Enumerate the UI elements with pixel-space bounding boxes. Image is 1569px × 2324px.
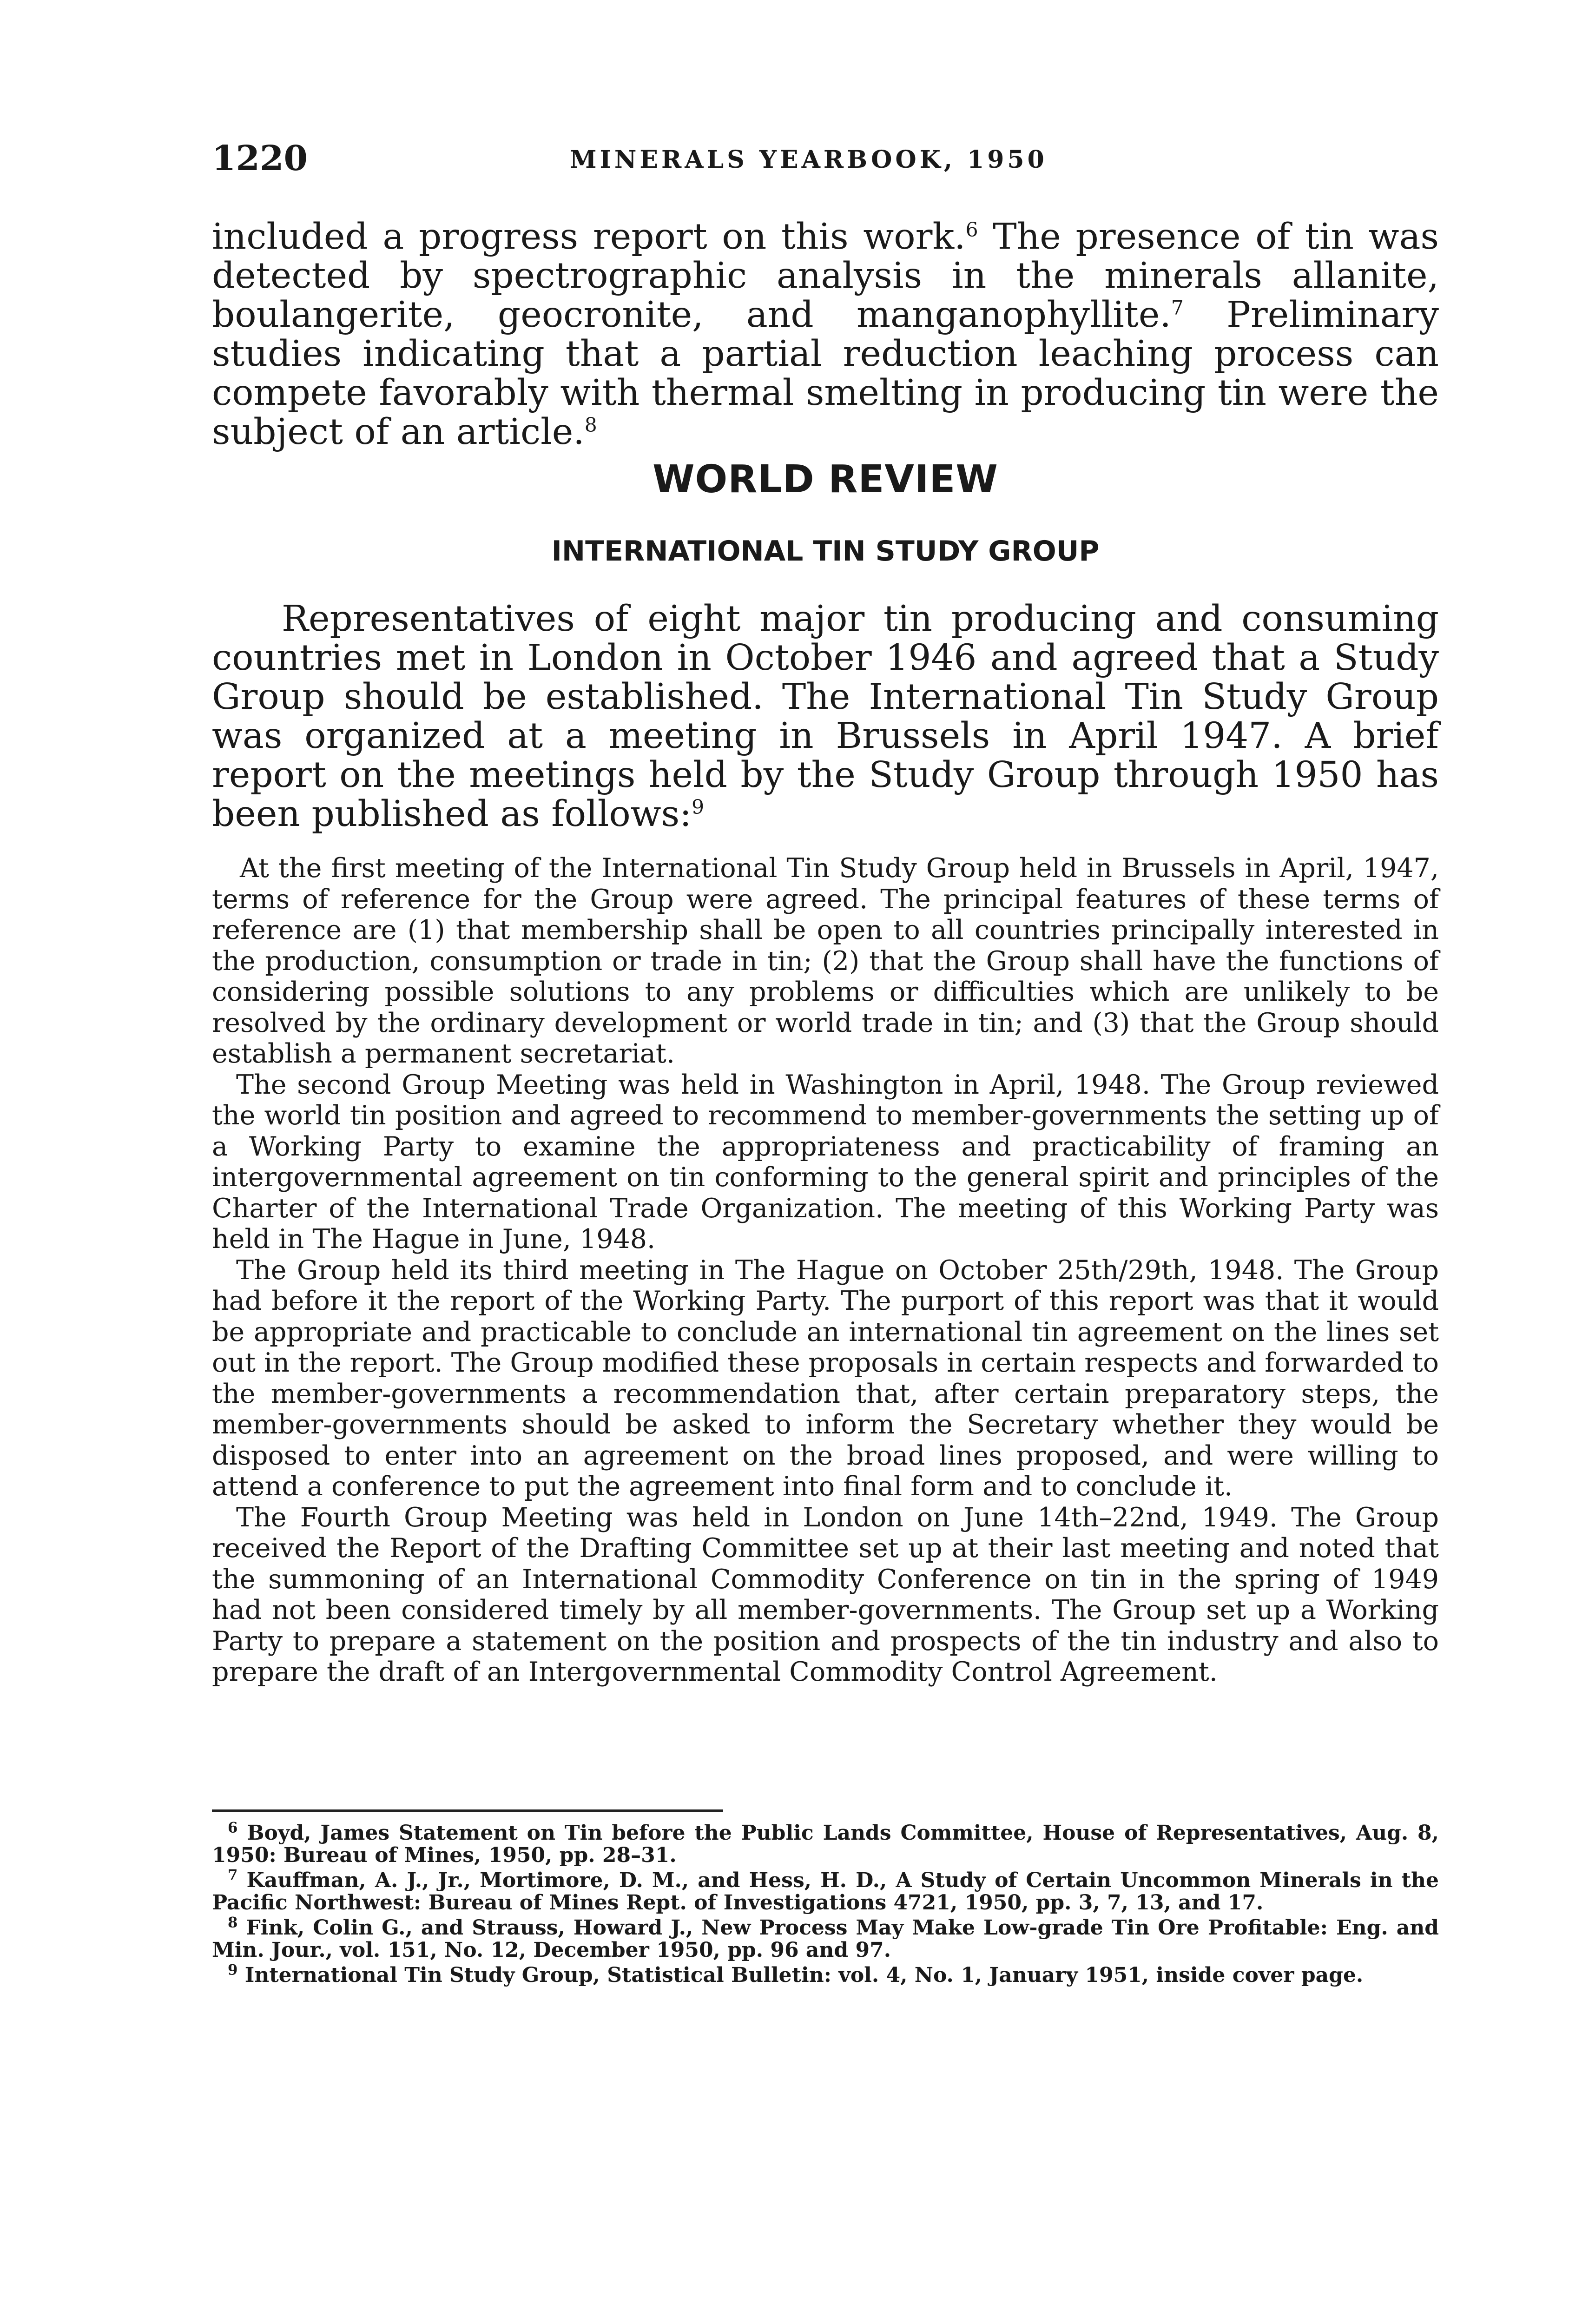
footnote-text-8: Fink, Colin G., and Strauss, Howard J., New Process May Make Low-grade Tin Ore Profitable: Eng. and Min. Jour., vol. 151, No. 12, December 1950, pp. 96 and 97. [212, 1916, 1439, 1962]
footnote-9 [212, 1961, 1439, 1987]
intro-text-a: included a progress report on this work. [212, 216, 966, 257]
section-heading-world-review: WORLD REVIEW [653, 457, 998, 502]
footnote-text-9: International Tin Study Group, Statistical Bulletin: vol. 4, No. 1, January 1951, inside cover page. [244, 1963, 1364, 1987]
footnotes [212, 1819, 1439, 1989]
footnote-ref-9: 9 [692, 795, 705, 819]
intro-paragraph-block [212, 218, 1439, 452]
footnote-mark-8: 8 [228, 1914, 238, 1931]
footnote-ref-7: 7 [1171, 296, 1184, 319]
footnote-ref-8: 8 [584, 413, 597, 436]
quote-paragraph-2: The second Group Meeting was held in Washington in April, 1948. The Group reviewed the world tin position and agreed to recommend to member-governments the setting up of a Working Party to examine the appropriateness and practicability of framing an intergovernmental agreement on tin conforming to the general spirit and principles of the Charter of the International Trade Organization. The meeting of this Working Party was held in The Hague in June, 1948. [212, 1069, 1439, 1254]
quoted-report [212, 853, 1439, 1688]
intro-text-b: The presence of tin was detected by spectrographic analysis in the minerals allanite, boulangerite, geocronite, and manganophyllite. [212, 216, 1439, 336]
quote-paragraph-4: The Fourth Group Meeting was held in London on June 14th–22nd, 1949. The Group received the Report of the Drafting Committee set up at their last meeting and noted that the summoning of an International Commodity Conference on tin in the spring of 1949 had not been considered timely by all member-governments. The Group set up a Working Party to prepare a statement on the position and prospects of the tin industry and also to prepare the draft of an Intergovernmental Commodity Control Agreement. [212, 1502, 1439, 1687]
running-title: MINERALS YEARBOOK, 1950 [570, 145, 1048, 174]
lead-paragraph-block [212, 600, 1439, 834]
quote-paragraph-1: At the first meeting of the International Tin Study Group held in Brussels in April, 1947, terms of reference for the Group were agreed. The principal features of these terms of reference are (1) that membership shall be open to all countries principally interested in the production, consumption or trade in tin; (2) that the Group shall have the functions of considering possible solutions to any problems or difficulties which are unlikely to be resolved by the ordinary development or world trade in tin; and (3) that the Group should establish a permanent secretariat. [212, 853, 1439, 1069]
footnote-mark-6: 6 [228, 1819, 238, 1836]
footnote-text-6: Boyd, James Statement on Tin before the Public Lands Committee, House of Representatives, Aug. 8, 1950: Bureau of Mines, 1950, pp. 28–31. [212, 1821, 1439, 1867]
footnote-8 [212, 1914, 1439, 1962]
footnote-text-7: Kauffman, A. J., Jr., Mortimore, D. M., and Hess, H. D., A Study of Certain Uncommon Minerals in the Pacific Northwest: Bureau of Mines Rept. of Investigations 4721, 1950, pp. 3, 7, 13, and 17. [212, 1868, 1439, 1915]
footnote-mark-7: 7 [228, 1867, 238, 1884]
footnote-6 [212, 1819, 1439, 1867]
intro-text-c: Preliminary studies indicating that a partial reduction leaching process can compete favorably with thermal smelting in producing tin were the subject of an article. [212, 294, 1439, 453]
footnote-7 [212, 1869, 1439, 1914]
footnote-divider [212, 1809, 723, 1812]
footnote-mark-9: 9 [228, 1961, 238, 1979]
intro-paragraph [212, 218, 1439, 452]
footnote-ref-6: 6 [965, 218, 978, 241]
quote-paragraph-3: The Group held its third meeting in The Hague on October 25th/29th, 1948. The Group had before it the report of the Working Party. The purport of this report was that it would be appropriate and practicable to conclude an international tin agreement on the lines set out in the report. The Group modified these proposals in certain respects and forwarded to the member-governments a recommendation that, after certain preparatory steps, the member-governments should be asked to inform the Secretary whether they would be disposed to enter into an agreement on the broad lines proposed, and were willing to attend a conference to put the agreement into final form and to conclude it. [212, 1254, 1439, 1502]
running-header [212, 138, 1439, 179]
lead-text: Representatives of eight major tin producing and consuming countries met in London in October 1946 and agreed that a Study Group should be established. The International Tin Study Group was organized at a meeting in Brussels in April 1947. A brief report on the meetings held by the Study Group through 1950 has been published as follows: [212, 598, 1439, 835]
lead-paragraph [212, 600, 1439, 834]
page-number: 1220 [212, 139, 308, 178]
subsection-heading-tin-study-group: INTERNATIONAL TIN STUDY GROUP [551, 535, 1100, 568]
